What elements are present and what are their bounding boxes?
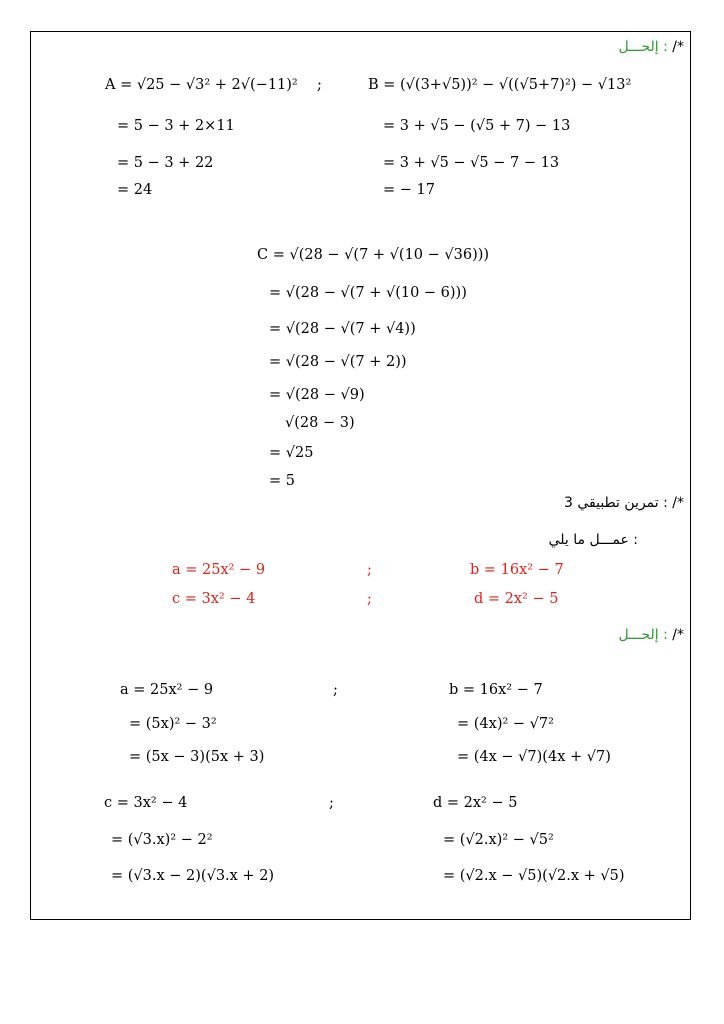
sol-d-line-3: = (√2.x − √5)(√2.x + √5) bbox=[443, 868, 625, 884]
task-a: a = 25x² − 9 bbox=[172, 562, 266, 578]
expr-a-line-2: = 5 − 3 + 2×11 bbox=[117, 118, 235, 134]
exercise-heading bbox=[564, 495, 684, 511]
expr-c-line-1: C = √(28 − √(7 + √(10 − √36))) bbox=[257, 247, 490, 263]
expr-c-line-3: = √(28 − √(7 + √4)) bbox=[269, 321, 416, 337]
sol-a-line-1: a = 25x² − 9 bbox=[120, 682, 214, 698]
sol-a-line-2: = (5x)² − 3² bbox=[129, 716, 217, 732]
expr-c-line-5: = √(28 − √9) bbox=[269, 387, 365, 403]
expr-b-line-4: = − 17 bbox=[383, 182, 435, 198]
heading-marker: /* bbox=[672, 627, 684, 643]
sol-c-line-1: c = 3x² − 4 bbox=[104, 795, 188, 811]
expr-c-line-6: √(28 − 3) bbox=[285, 415, 355, 431]
heading-marker: /* bbox=[672, 495, 684, 511]
separator: ; bbox=[367, 562, 372, 578]
solution-heading-2-text: إلحـــل : bbox=[618, 627, 668, 643]
expr-b-line-2: = 3 + √5 − (√5 + 7) − 13 bbox=[383, 118, 571, 134]
separator: ; bbox=[367, 591, 372, 607]
task-b: b = 16x² − 7 bbox=[470, 562, 564, 578]
task-c: c = 3x² − 4 bbox=[172, 591, 256, 607]
separator: ; bbox=[329, 795, 334, 811]
expr-c-line-7: = √25 bbox=[269, 445, 314, 461]
separator: ; bbox=[333, 682, 338, 698]
sol-b-line-2: = (4x)² − √7² bbox=[457, 716, 554, 732]
sol-a-line-3: = (5x − 3)(5x + 3) bbox=[129, 749, 265, 765]
expr-c-line-8: = 5 bbox=[269, 473, 295, 489]
solution-heading-1 bbox=[619, 39, 684, 55]
expr-a-line-3: = 5 − 3 + 22 bbox=[117, 155, 214, 171]
task-d: d = 2x² − 5 bbox=[474, 591, 559, 607]
expr-c-line-2: = √(28 − √(7 + √(10 − 6))) bbox=[269, 285, 467, 301]
expr-a-line-4: = 24 bbox=[117, 182, 153, 198]
sol-b-line-3: = (4x − √7)(4x + √7) bbox=[457, 749, 611, 765]
heading-marker: /* bbox=[672, 39, 684, 55]
sol-d-line-2: = (√2.x)² − √5² bbox=[443, 832, 554, 848]
expr-b-line-1: B = (√(3+√5))² − √((√5+7)²) − √13² bbox=[368, 77, 632, 93]
solution-heading-1-text: إلحـــل : bbox=[618, 39, 668, 55]
sol-d-line-1: d = 2x² − 5 bbox=[433, 795, 518, 811]
sol-b-line-1: b = 16x² − 7 bbox=[449, 682, 543, 698]
solution-heading-2 bbox=[619, 627, 684, 643]
exercise-heading-text: تمرين تطبيقي 3 : bbox=[563, 495, 668, 511]
expr-b-line-3: = 3 + √5 − √5 − 7 − 13 bbox=[383, 155, 560, 171]
exercise-instruction: عمـــل ما يلي : bbox=[548, 532, 638, 548]
sol-c-line-2: = (√3.x)² − 2² bbox=[111, 832, 213, 848]
sol-c-line-3: = (√3.x − 2)(√3.x + 2) bbox=[111, 868, 275, 884]
separator: ; bbox=[317, 77, 322, 93]
expr-c-line-4: = √(28 − √(7 + 2)) bbox=[269, 354, 407, 370]
expr-a-line-1: A = √25 − √3² + 2√(−11)² bbox=[105, 77, 298, 93]
